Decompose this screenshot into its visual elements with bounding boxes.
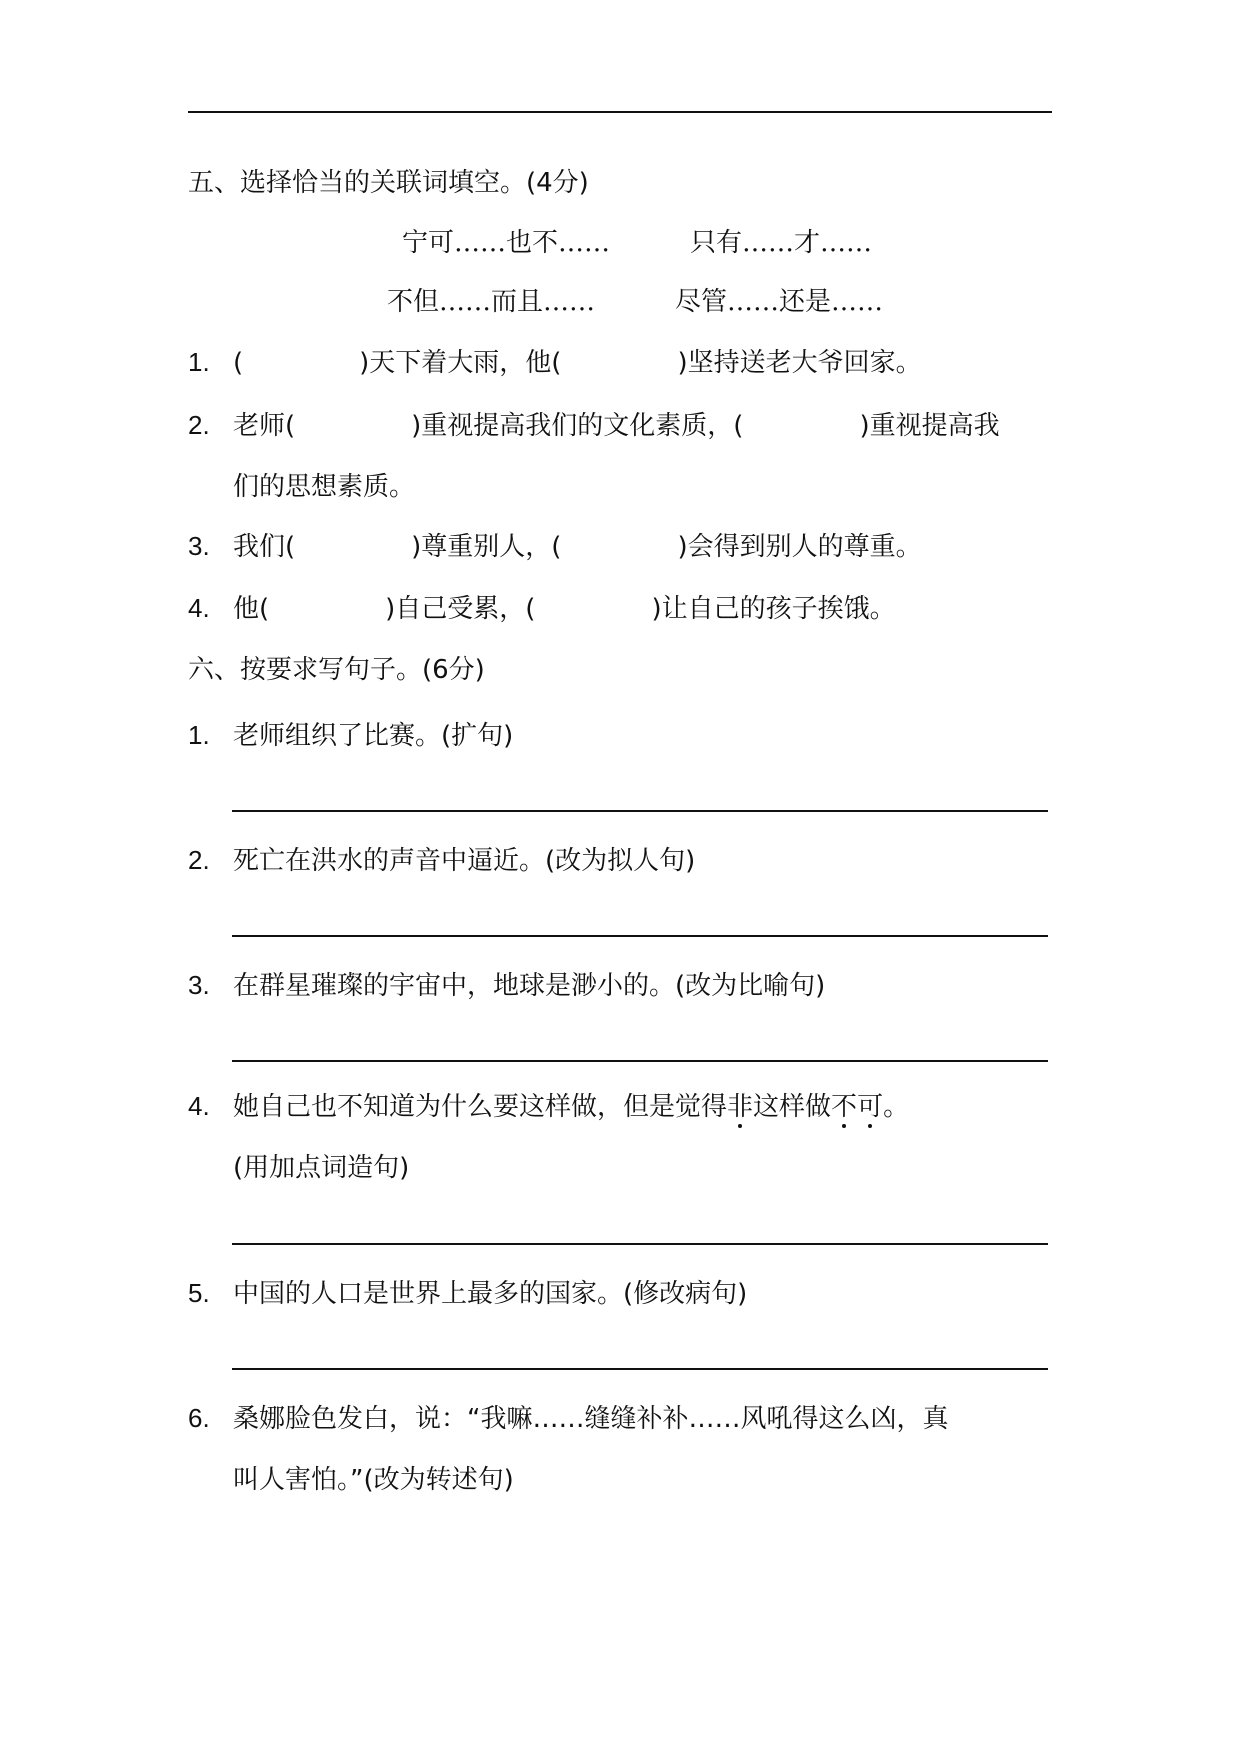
- question-6-4-cont: (用加点词造句): [233, 1153, 410, 1183]
- question-5-4: 4. 他( )自己受累，( )让自己的孩子挨饿。: [188, 593, 896, 624]
- question-6-4: 4. 她自己也不知道为什么要这样做，但是觉得非这样做不可。: [188, 1091, 910, 1122]
- question-6-5: 5. 中国的人口是世界上最多的国家。(修改病句): [188, 1278, 748, 1309]
- option-4: 尽管……还是……: [675, 287, 884, 317]
- answer-line-4[interactable]: [232, 1243, 1048, 1245]
- answer-line-3[interactable]: [232, 1060, 1048, 1062]
- question-6-3: 3. 在群星璀璨的宇宙中，地球是渺小的。(改为比喻句): [188, 970, 826, 1001]
- section6-title: 六、按要求写句子。(6分): [188, 655, 485, 685]
- question-5-2: 2. 老师( )重视提高我们的文化素质，( )重视提高我: [188, 410, 1000, 441]
- answer-line-1[interactable]: [232, 810, 1048, 812]
- question-5-3: 3. 我们( )尊重别人，( )会得到别人的尊重。: [188, 531, 922, 562]
- section5-title: 五、选择恰当的关联词填空。(4分): [188, 168, 589, 198]
- option-1: 宁可……也不……: [402, 228, 611, 258]
- answer-line-2[interactable]: [232, 935, 1048, 937]
- question-6-1: 1. 老师组织了比赛。(扩句): [188, 720, 514, 751]
- question-5-2-cont: 们的思想素质。: [233, 472, 416, 502]
- question-6-6-cont: 叫人害怕。”(改为转述句): [233, 1465, 514, 1495]
- top-rule: [188, 111, 1052, 113]
- option-2: 只有……才……: [690, 228, 873, 258]
- question-5-1: 1. ( )天下着大雨，他( )坚持送老大爷回家。: [188, 347, 922, 378]
- option-3: 不但……而且……: [387, 287, 596, 317]
- question-6-2: 2. 死亡在洪水的声音中逼近。(改为拟人句): [188, 845, 696, 876]
- answer-line-5[interactable]: [232, 1368, 1048, 1370]
- question-6-6: 6. 桑娜脸色发白，说：“我嘛……缝缝补补……风吼得这么凶，真: [188, 1403, 949, 1434]
